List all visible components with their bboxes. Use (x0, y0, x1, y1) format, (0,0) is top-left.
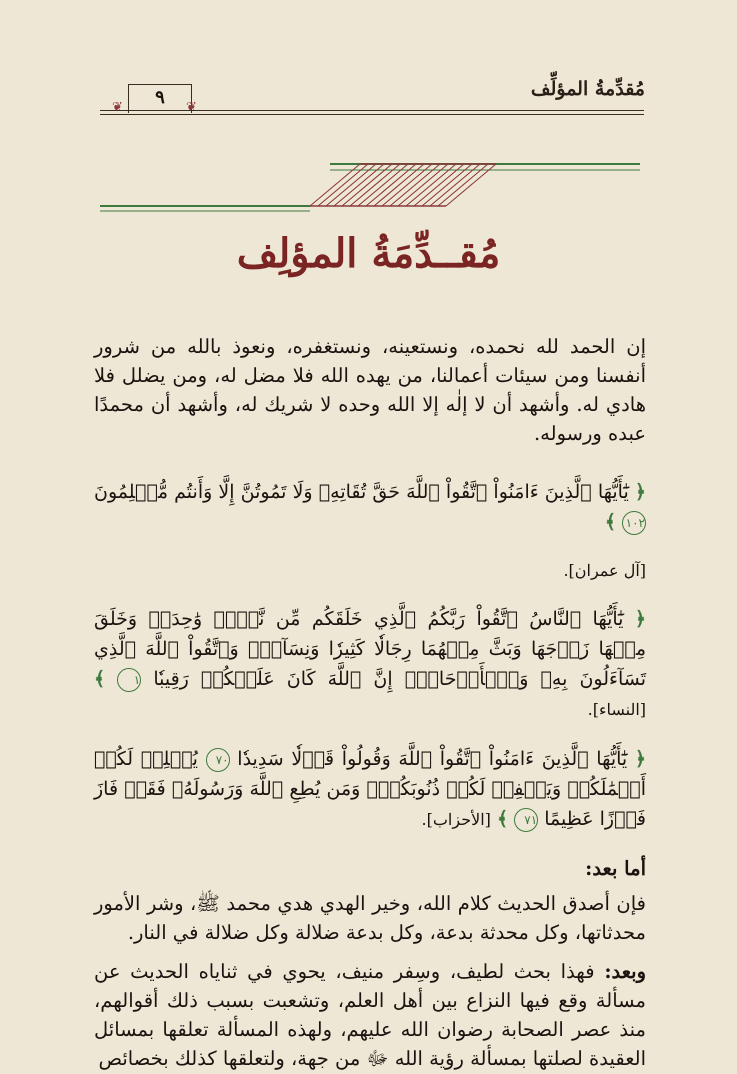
verse-number: ١ (117, 668, 141, 692)
intro-paragraph: إن الحمد لله نحمده، ونستعينه، ونستغفره، ونعوذ بالله من شرور أنفسنا ومن سيئات أعمالنا، من يهده الله فلا مضل له، ومن يضلل فلا هادي له. وأشهد أن لا إلٰه إلا الله وحده لا شريك له، وأشهد أن محمدًا عبده ورسوله. (94, 335, 646, 445)
verse-close-bracket: ﴾ (496, 808, 509, 830)
body-paragraph (94, 957, 646, 1073)
verse-text-continued: يُصۡلِحۡ لَكُمۡ أَعۡمَٰلَكُمۡ وَيَغۡفِرۡ لَكُمۡ ذُنُوبَكُمۡۗ وَمَن يُطِعِ ٱللَّهَ وَرَسُولَهُۥ فَقَدۡ فَازَ فَوۡزًا عَظِيمًا (94, 748, 646, 830)
chapter-banner-ornament (0, 150, 737, 220)
paragraph-lead: وبعد: (604, 960, 646, 983)
verse-number: ١٠٢ (622, 511, 646, 535)
corner-ornament-icon: ❦ (112, 100, 123, 115)
verse-text: يَٰٓأَيُّهَا ٱلَّذِينَ ءَامَنُواْ ٱتَّقُواْ ٱللَّهَ وَقُولُواْ قَوۡلٗا سَدِيدٗا (237, 748, 628, 770)
verse-reference: [النساء]. (587, 700, 646, 719)
verse-open-bracket: ﴿ (634, 748, 647, 770)
running-title: مُقدِّمةُ المؤلِّف (530, 78, 645, 100)
page-body (94, 332, 646, 1073)
verse-close-bracket: ﴾ (94, 668, 106, 690)
quran-verse (94, 477, 646, 537)
quran-verse (94, 604, 646, 725)
header-rule (100, 110, 644, 111)
page-number: ٩ (128, 84, 192, 113)
verse-number: ٧٠ (206, 748, 230, 772)
verse-reference: [الأحزاب]. (421, 810, 491, 829)
quran-verse (94, 744, 646, 835)
body-paragraph: فإن أصدق الحديث كلام الله، وخير الهدي هدي محمد ﷺ، وشر الأمور محدثاتها، وكل محدثة بدعة، وكل بدعة ضلالة وكل ضلالة في النار. (94, 892, 646, 944)
verse-open-bracket: ﴿ (634, 481, 646, 503)
verse-close-bracket: ﴾ (604, 511, 616, 533)
verse-open-bracket: ﴿ (634, 608, 647, 630)
corner-ornament-icon: ❦ (186, 100, 197, 115)
amma-baad-heading: أما بعد: (585, 857, 646, 880)
verse-number: ٧١ (514, 808, 538, 832)
header-rule-thin (100, 114, 644, 115)
verse-text: يَٰٓأَيُّهَا ٱلنَّاسُ ٱتَّقُواْ رَبَّكُمُ ٱلَّذِي خَلَقَكُم مِّن نَّفۡسٖ وَٰحِدَةٖ وَخَلَقَ مِنۡهَا زَوۡجَهَا وَبَثَّ مِنۡهُمَا رِجَالٗا كَثِيرٗا وَنِسَآءٗۚ وَٱتَّقُواْ ٱللَّهَ ٱلَّذِي تَسَآءَلُونَ بِهِۦ وَٱلۡأَرۡحَامَۚ إِنَّ ٱللَّهَ كَانَ عَلَيۡكُمۡ رَقِيبٗا (94, 608, 646, 690)
chapter-title: مُقــدِّمَةُ المؤلِف (236, 230, 501, 277)
verse-reference: [آل عمران]. (563, 561, 646, 580)
verse-text: يَٰٓأَيُّهَا ٱلَّذِينَ ءَامَنُواْ ٱتَّقُواْ ٱللَّهَ حَقَّ تُقَاتِهِۦ وَلَا تَمُوتُنَّ إِلَّا وَأَنتُم مُّسۡلِمُونَ (94, 481, 629, 503)
paragraph-text: فهذا بحث لطيف، وسِفر منيف، يحوي في ثناياه الحديث عن مسألة وقع فيها النزاع بين أهل العلم، وتشعبت بسبب ذلك أقوالهم، منذ عصر الصحابة رضوان الله عليهم، ولهذه المسألة تعلقها بمسائل العقيدة لصلتها بمسألة رؤية الله ﷻ من جهة، ولتعلقها كذلك بخصائص (94, 960, 646, 1070)
